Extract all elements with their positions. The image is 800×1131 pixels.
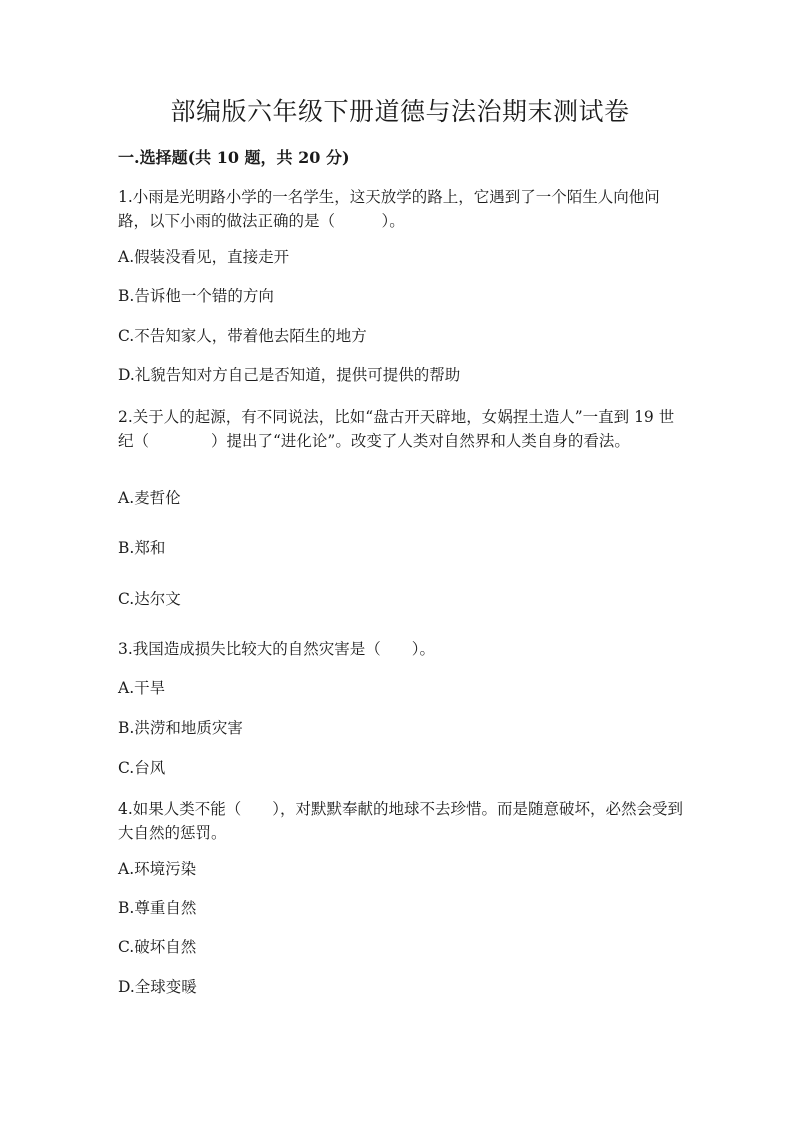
question-4-option-b: B.尊重自然 xyxy=(118,899,197,917)
question-4-option-c: C.破坏自然 xyxy=(118,938,197,956)
question-3-option-b: B.洪涝和地质灾害 xyxy=(118,719,243,737)
question-3-option-c: C.台风 xyxy=(118,759,166,777)
question-2-option-c: C.达尔文 xyxy=(118,590,181,608)
question-3-stem: 3.我国造成损失比较大的自然灾害是（ ）。 xyxy=(118,640,436,658)
section-heading: 一.选择题(共 10 题，共 20 分) xyxy=(118,148,350,167)
question-1-option-b: B.告诉他一个错的方向 xyxy=(118,287,274,305)
question-1-option-d: D.礼貌告知对方自己是否知道，提供可提供的帮助 xyxy=(118,366,461,384)
question-2-option-a: A.麦哲伦 xyxy=(118,489,181,507)
question-2-option-b: B.郑和 xyxy=(118,539,166,557)
question-4-option-a: A.环境污染 xyxy=(118,860,197,878)
question-1-option-a: A.假装没看见，直接走开 xyxy=(118,248,290,266)
page-title: 部编版六年级下册道德与法治期末测试卷 xyxy=(170,97,630,126)
question-3-option-a: A.干旱 xyxy=(118,679,166,697)
question-1-stem: 1.小雨是光明路小学的一名学生，这天放学的路上，它遇到了一个陌生人向他问路，以下小雨的做法正确的是（ ）。 xyxy=(118,188,660,230)
question-1-option-c: C.不告知家人，带着他去陌生的地方 xyxy=(118,327,367,345)
question-2-stem: 2.关于人的起源，有不同说法，比如“盘古开天辟地，女娲捏土造人”一直到 19 世纪（ ）提出了“进化论”。改变了人类对自然界和人类自身的看法。 xyxy=(118,408,675,450)
question-4-stem: 4.如果人类不能（ ），对默默奉献的地球不去珍惜。而是随意破坏，必然会受到大自然的惩罚。 xyxy=(118,800,684,842)
question-4-option-d: D.全球变暖 xyxy=(118,978,197,996)
